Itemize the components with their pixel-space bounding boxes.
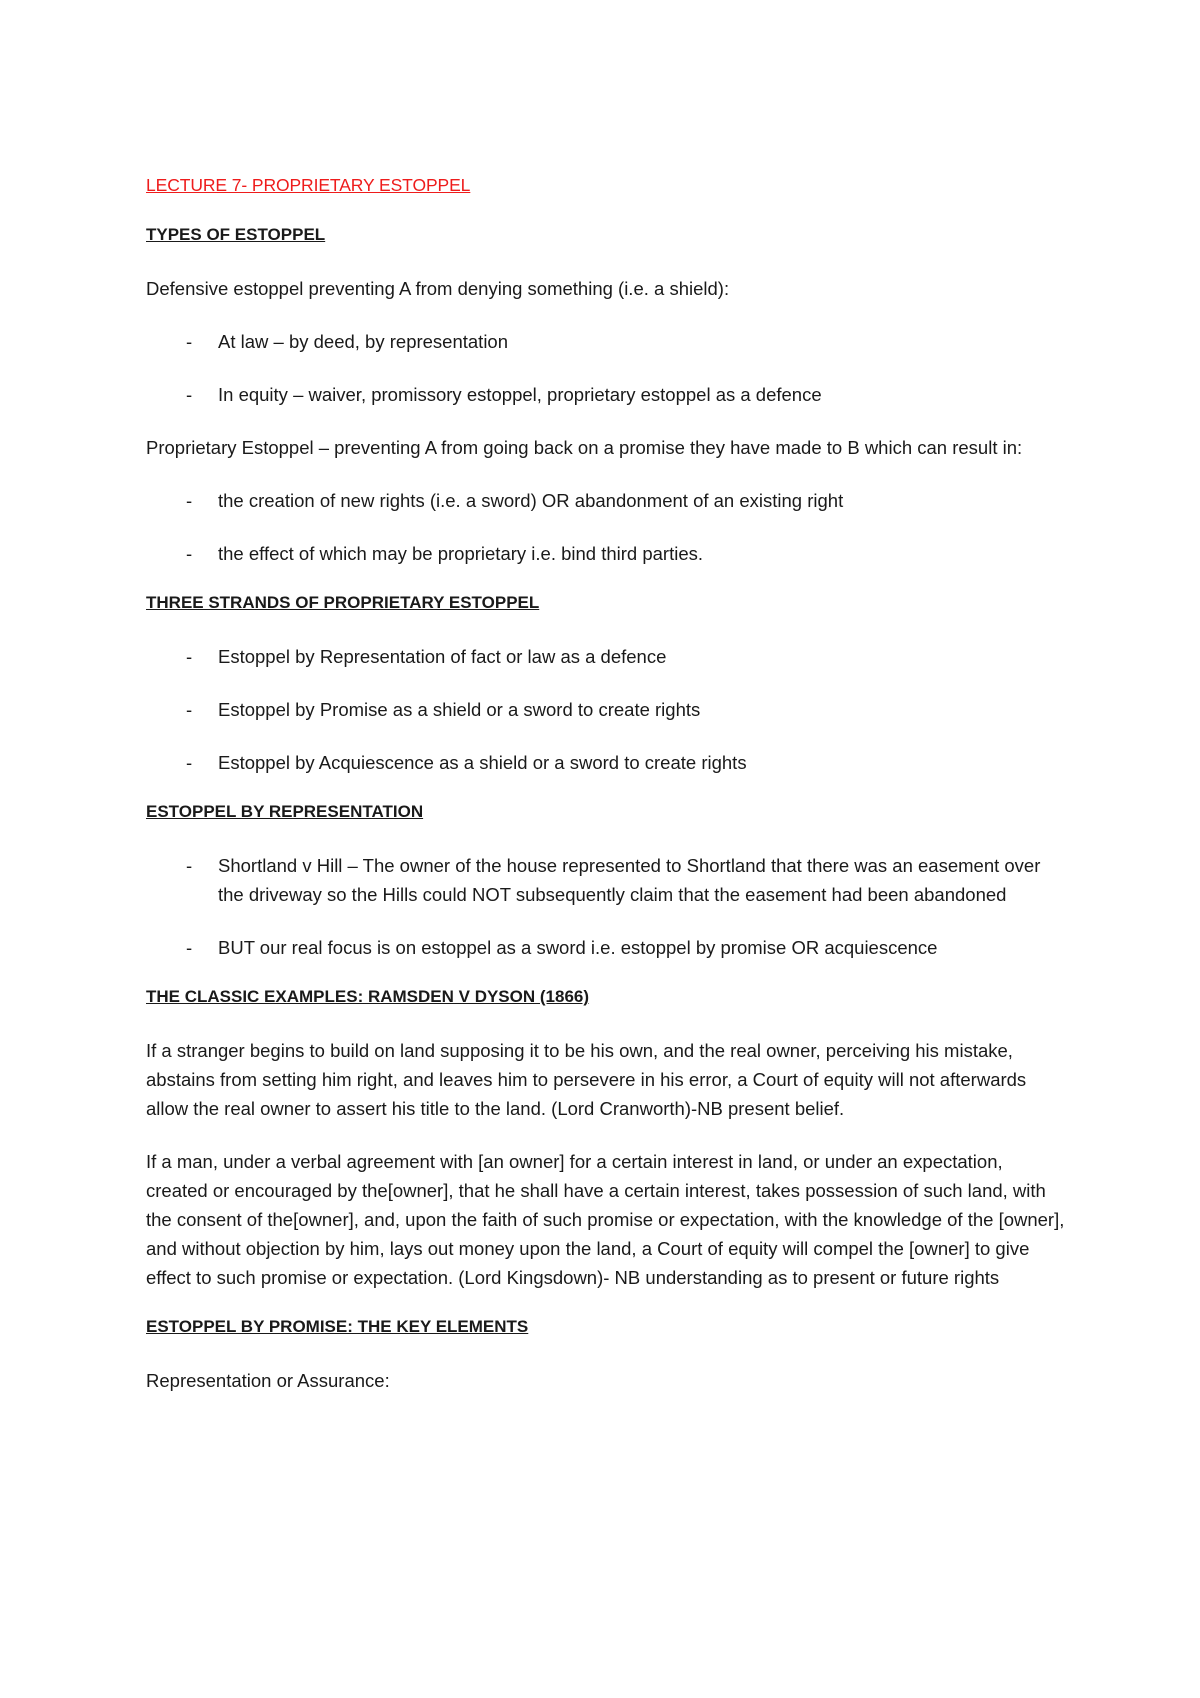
bullet-text: Estoppel by Representation of fact or law as a defence	[218, 646, 667, 667]
bullet-list-representation	[146, 851, 1066, 962]
bullet-dash: -	[186, 331, 193, 352]
bullet-text: At law – by deed, by representation	[218, 331, 509, 352]
bullet-text: In equity – waiver, promissory estoppel, proprietary estoppel as a defence	[218, 384, 822, 405]
document-page	[146, 174, 1066, 1419]
list-item	[146, 486, 1066, 515]
paragraph-lord-cranworth: If a stranger begins to build on land supposing it to be his own, and the real owner, perceiving his mistake, abstains from setting him right, and leaves him to persevere in his error, a Court of equity will not afterwards allow the real owner to assert his title to the land. (Lord Cranworth)-NB present belief.	[146, 1040, 1027, 1119]
list-item	[146, 695, 1066, 724]
bullet-dash: -	[186, 384, 193, 405]
heading-three-strands: THREE STRANDS OF PROPRIETARY ESTOPPEL	[146, 593, 540, 612]
list-item	[146, 539, 1066, 568]
list-item	[146, 748, 1066, 777]
list-item	[146, 933, 1066, 962]
heading-types-of-estoppel: TYPES OF ESTOPPEL	[146, 225, 326, 244]
bullet-dash: -	[186, 646, 193, 667]
bullet-list-strands	[146, 642, 1066, 777]
bullet-list-defensive	[146, 327, 1066, 409]
bullet-dash: -	[186, 490, 193, 511]
paragraph-lord-kingsdown: If a man, under a verbal agreement with [an owner] for a certain interest in land, or under an expectation, created or encouraged by the[owner], that he shall have a certain interest, takes possession of such land, with the consent of the[owner], and, upon the faith of such promise or expectation, with the knowledge of the [owner], and without objection by him, lays out money upon the land, a Court of equity will compel the [owner] to give effect to such promise or expectation. (Lord Kingsdown)- NB understanding as to present or future rights	[146, 1151, 1065, 1288]
bullet-text: the creation of new rights (i.e. a sword) OR abandonment of an existing right	[218, 490, 844, 511]
list-item	[146, 380, 1066, 409]
document-title: LECTURE 7- PROPRIETARY ESTOPPEL	[146, 175, 471, 195]
bullet-text: Shortland v Hill – The owner of the house represented to Shortland that there was an easement over the driveway so the Hills could NOT subsequently claim that the easement had been abandoned	[218, 855, 1041, 905]
list-item	[146, 642, 1066, 671]
list-item	[146, 851, 1066, 909]
bullet-dash: -	[186, 937, 193, 958]
bullet-dash: -	[186, 699, 193, 720]
paragraph-representation-or-assurance: Representation or Assurance:	[146, 1370, 390, 1391]
bullet-list-proprietary	[146, 486, 1066, 568]
list-item	[146, 327, 1066, 356]
paragraph-proprietary-estoppel: Proprietary Estoppel – preventing A from going back on a promise they have made to B which can result in:	[146, 437, 1023, 458]
heading-classic-examples: THE CLASSIC EXAMPLES: RAMSDEN V DYSON (1866)	[146, 987, 590, 1006]
paragraph-defensive-estoppel: Defensive estoppel preventing A from denying something (i.e. a shield):	[146, 278, 730, 299]
bullet-text: the effect of which may be proprietary i.e. bind third parties.	[218, 543, 704, 564]
bullet-dash: -	[186, 752, 193, 773]
bullet-text: Estoppel by Promise as a shield or a sword to create rights	[218, 699, 701, 720]
bullet-text: BUT our real focus is on estoppel as a sword i.e. estoppel by promise OR acquiescence	[218, 937, 938, 958]
heading-estoppel-by-promise: ESTOPPEL BY PROMISE: THE KEY ELEMENTS	[146, 1317, 529, 1336]
bullet-dash: -	[186, 855, 193, 876]
heading-estoppel-by-representation: ESTOPPEL BY REPRESENTATION	[146, 802, 424, 821]
bullet-dash: -	[186, 543, 193, 564]
bullet-text: Estoppel by Acquiescence as a shield or a sword to create rights	[218, 752, 747, 773]
